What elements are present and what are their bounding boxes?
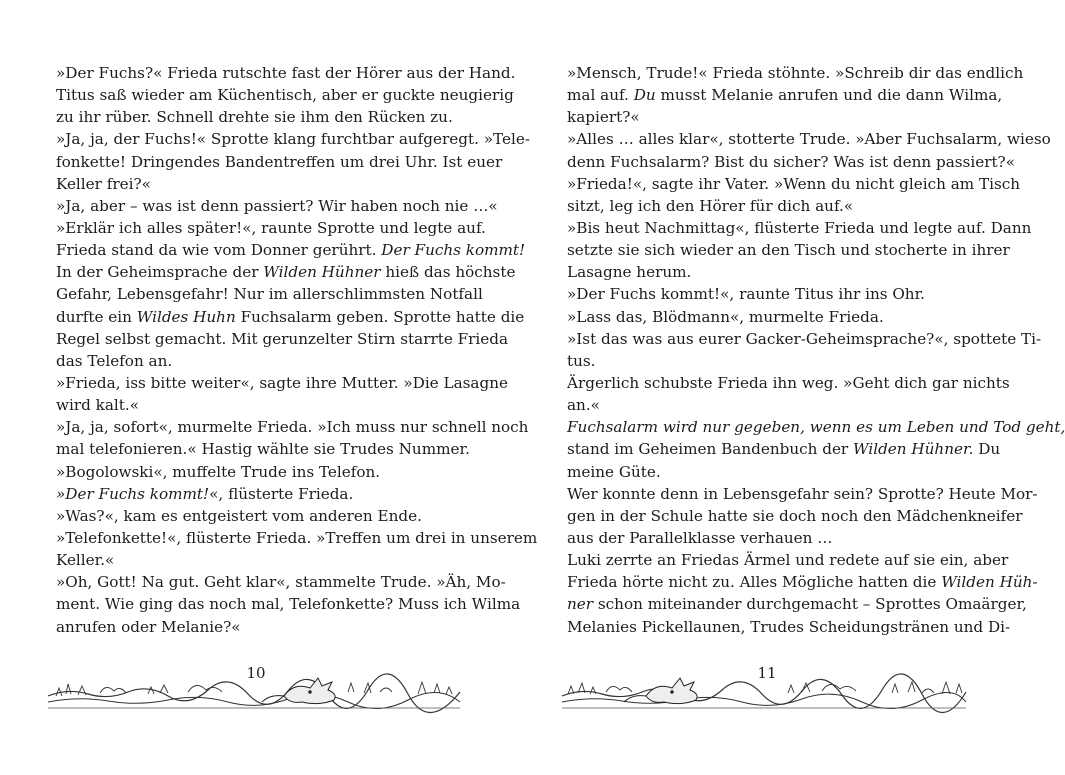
- text-run: »Der Fuchs kommt!«, raunte Titus ihr ins Ohr.: [567, 285, 926, 304]
- text-run: «, flüsterte Frieda.: [209, 484, 354, 503]
- left-page-number: 10: [246, 664, 266, 682]
- text-run: ment. Wie ging das noch mal, Telefonkette? Muss ich Wilma: [56, 595, 521, 614]
- text-line: [56, 350, 454, 372]
- text-run: sitzt, leg ich den Hörer für dich auf.«: [567, 196, 854, 215]
- text-line: [56, 571, 506, 593]
- text-line: [567, 261, 965, 283]
- text-run: »Alles … alles klar«, stotterte Trude. »Aber Fuchsalarm, wieso: [567, 130, 1051, 149]
- text-run: »Mensch, Trude!« Frieda stöhnte. »Schreib dir das endlich: [567, 64, 1024, 82]
- text-run: setzte sie sich wieder an den Tisch und stocherte in ihrer: [567, 241, 1010, 260]
- text-line: [567, 283, 965, 305]
- text-run: Wer konnte denn in Lebensgefahr sein? Sprotte? Heute Mor-: [567, 484, 1038, 503]
- text-run: Keller.«: [56, 551, 115, 570]
- italic-text: Wilden Hühner: [263, 263, 381, 282]
- text-run: Titus saß wieder am Küchentisch, aber er guckte neugierig: [56, 86, 514, 105]
- text-run: Melanies Pickellaunen, Trudes Scheidungstränen und Di-: [567, 617, 1011, 636]
- italic-text: Wilden Hüh-: [941, 573, 1038, 592]
- text-run: »Was?«, kam es entgeistert vom anderen Ende.: [56, 506, 422, 525]
- text-line: [56, 416, 529, 438]
- text-run: hieß das höchste: [380, 263, 516, 282]
- text-line: [56, 505, 454, 527]
- text-run: Gefahr, Lebensgefahr! Nur im allerschlimmsten Notfall: [56, 285, 483, 304]
- text-line: [56, 239, 526, 261]
- text-line: [56, 106, 454, 128]
- text-line: [56, 328, 509, 350]
- text-line: [567, 106, 965, 128]
- text-run: »Bogolowski«, muffelte Trude ins Telefon.: [56, 462, 381, 481]
- text-run: Du: [973, 440, 1001, 459]
- text-line: [56, 306, 525, 328]
- text-run: aus der Parallelklasse verhauen …: [567, 528, 833, 547]
- text-line: [567, 549, 1009, 571]
- italic-text: »Der Fuchs kommt!: [56, 484, 210, 503]
- text-line: [56, 84, 514, 106]
- text-line: [567, 372, 1010, 394]
- text-line: [567, 239, 1010, 261]
- text-run: meine Güte.: [567, 462, 661, 481]
- text-line: [567, 616, 1011, 638]
- text-line: [567, 527, 965, 549]
- text-line: [567, 593, 1027, 615]
- text-run: Regel selbst gemacht. Mit gerunzelter Stirn starrte Frieda: [56, 329, 509, 348]
- text-run: »Ist das was aus eurer Gacker-Geheimsprache?«, spottete Ti-: [567, 329, 1042, 348]
- text-run: Ärgerlich schubste Frieda ihn weg. »Geht dich gar nichts: [567, 373, 1010, 392]
- text-line: [567, 217, 1032, 239]
- text-run: In der Geheimsprache der: [56, 263, 264, 282]
- text-run: fonkette! Dringendes Bandentreffen um drei Uhr. Ist euer: [56, 152, 503, 171]
- text-run: Fuchsalarm geben. Sprotte hatte die: [235, 307, 525, 326]
- italic-text: Wildes Huhn: [136, 307, 236, 326]
- text-line: [567, 128, 1051, 150]
- text-run: »Lass das, Blödmann«, murmelte Frieda.: [567, 307, 884, 326]
- text-run: Frieda hörte nicht zu. Alles Mögliche hatten die: [567, 573, 942, 592]
- text-line: [56, 527, 538, 549]
- text-line: [567, 328, 1042, 350]
- text-run: tus.: [567, 351, 596, 370]
- italic-text: ner: [567, 595, 594, 614]
- text-run: mal auf.: [567, 86, 634, 105]
- text-run: »Ja, aber – was ist denn passiert? Wir haben noch nie …«: [56, 196, 498, 215]
- text-line: [567, 438, 1001, 460]
- text-run: »Oh, Gott! Na gut. Geht klar«, stammelte Trude. »Äh, Mo-: [56, 573, 506, 592]
- text-line: [567, 394, 965, 416]
- text-line: [567, 84, 1003, 106]
- text-run: mal telefonieren.« Hastig wählte sie Trudes Nummer.: [56, 440, 470, 459]
- text-line: [567, 505, 1023, 527]
- text-line: [56, 173, 454, 195]
- text-run: »Erklär ich alles später!«, raunte Sprotte und legte auf.: [56, 218, 486, 237]
- text-line: [567, 173, 1021, 195]
- text-line: [56, 261, 516, 283]
- text-run: anrufen oder Melanie?«: [56, 617, 241, 636]
- text-run: »Ja, ja, sofort«, murmelte Frieda. »Ich muss nur schnell noch: [56, 418, 529, 437]
- left-page-text: [56, 62, 538, 638]
- text-run: »Frieda!«, sagte ihr Vater. »Wenn du nicht gleich am Tisch: [567, 174, 1021, 193]
- text-run: »Der Fuchs?« Frieda rutschte fast der Hörer aus der Hand.: [56, 64, 516, 82]
- italic-text: Wilden Hühner.: [853, 440, 974, 459]
- text-run: durfte ein: [56, 307, 137, 326]
- text-line: [56, 438, 470, 460]
- text-line: [567, 483, 1038, 505]
- text-line: [567, 195, 965, 217]
- text-line: [567, 416, 1065, 438]
- text-run: kapiert?«: [567, 108, 640, 127]
- text-run: gen in der Schule hatte sie doch noch den Mädchenkneifer: [567, 506, 1023, 525]
- text-run: musst Melanie anrufen und die dann Wilma,: [655, 86, 1003, 105]
- italic-text: Fuchsalarm wird nur gegeben, wenn es um Leben und Tod geht,: [567, 418, 1065, 437]
- text-run: stand im Geheimen Bandenbuch der: [567, 440, 854, 459]
- text-run: »Ja, ja, der Fuchs!« Sprotte klang furchtbar aufgeregt. »Tele-: [56, 130, 530, 149]
- text-line: [56, 593, 521, 615]
- text-run: denn Fuchsalarm? Bist du sicher? Was ist denn passiert?«: [567, 152, 1015, 171]
- italic-text: Der Fuchs kommt!: [381, 241, 526, 260]
- text-line: [567, 306, 965, 328]
- text-line: [567, 461, 965, 483]
- text-line: [56, 62, 516, 84]
- italic-text: Du: [633, 86, 656, 105]
- text-line: [56, 549, 454, 571]
- text-run: Frieda stand da wie vom Donner gerührt.: [56, 241, 382, 260]
- text-run: Lasagne herum.: [567, 263, 692, 282]
- text-line: [56, 151, 503, 173]
- right-page-number: 11: [757, 664, 777, 682]
- text-line: [56, 283, 483, 305]
- text-run: das Telefon an.: [56, 351, 173, 370]
- text-run: an.«: [567, 396, 600, 415]
- right-page-text: [567, 62, 1065, 638]
- text-line: [56, 616, 454, 638]
- left-fox-border-illustration: [48, 666, 460, 710]
- text-line: [56, 195, 498, 217]
- text-line: [56, 483, 454, 505]
- text-line: [567, 151, 1015, 173]
- text-line: [56, 461, 454, 483]
- right-fox-border-illustration: [562, 666, 966, 710]
- text-line: [567, 571, 1038, 593]
- text-run: wird kalt.«: [56, 396, 140, 415]
- text-line: [56, 394, 454, 416]
- text-run: »Bis heut Nachmittag«, flüsterte Frieda und legte auf. Dann: [567, 218, 1032, 237]
- text-line: [56, 372, 508, 394]
- text-line: [567, 350, 965, 372]
- text-run: »Frieda, iss bitte weiter«, sagte ihre Mutter. »Die Lasagne: [56, 373, 508, 392]
- text-line: [567, 62, 1024, 84]
- text-run: Keller frei?«: [56, 174, 151, 193]
- text-run: Luki zerrte an Friedas Ärmel und redete auf sie ein, aber: [567, 551, 1009, 570]
- text-run: schon miteinander durchgemacht – Sprottes Omaärger,: [593, 595, 1027, 614]
- text-run: zu ihr rüber. Schnell drehte sie ihm den Rücken zu.: [56, 108, 453, 127]
- text-run: »Telefonkette!«, flüsterte Frieda. »Treffen um drei in unserem: [56, 528, 538, 547]
- text-line: [56, 217, 486, 239]
- text-line: [56, 128, 530, 150]
